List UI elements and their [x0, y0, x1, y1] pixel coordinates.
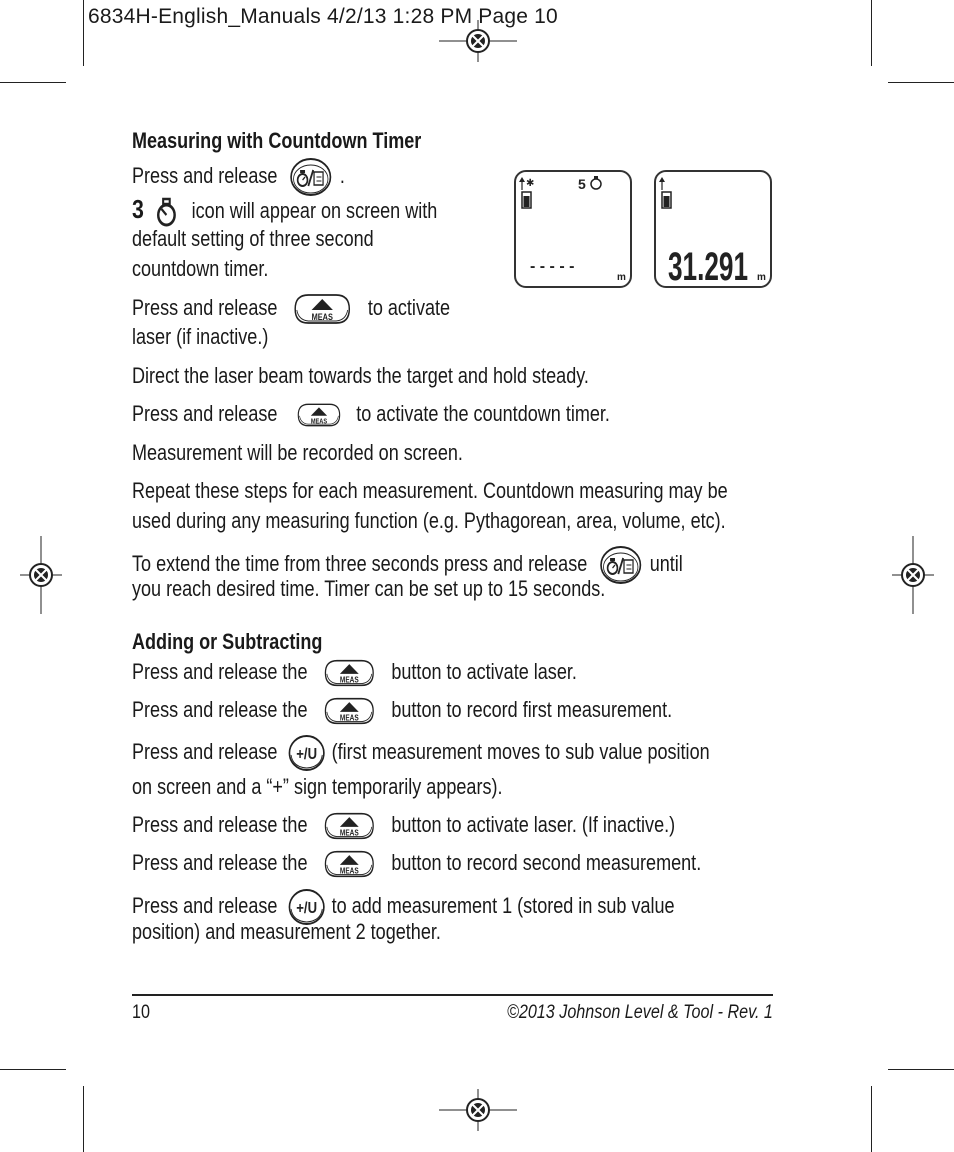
text-line: Measurement will be recorded on screen.	[132, 440, 463, 465]
text-line	[132, 657, 577, 688]
text-line: default setting of three second	[132, 226, 374, 251]
crop-mark-bottom-right-v	[871, 1086, 872, 1152]
text-segment: To extend the time from three seconds press and release	[132, 550, 588, 576]
print-slug: 6834H-English_Manuals 4/2/13 1:28 PM Page 10	[88, 5, 558, 28]
text-segment: Press and release	[132, 294, 278, 320]
text-line	[132, 695, 672, 726]
crop-mark-top-right-h	[888, 82, 954, 83]
text-line: laser (if inactive.)	[132, 324, 269, 349]
registration-mark-left	[20, 536, 62, 614]
text-segment: button to activate laser.	[391, 659, 577, 684]
text-line	[132, 292, 450, 326]
crop-mark-bottom-right-h	[888, 1069, 954, 1070]
lcd-reading: 31.291	[668, 245, 748, 286]
text-line: on screen and a “+” sign temporarily appears).	[132, 774, 503, 799]
text-line: countdown timer.	[132, 256, 269, 281]
text-line	[132, 848, 701, 879]
meas-button-icon	[321, 696, 378, 726]
svg-text:✱: ✱	[526, 178, 535, 189]
heading-adding-subtracting: Adding or Subtracting	[132, 629, 323, 654]
text-segment: Press and release	[132, 892, 278, 918]
registration-mark-right	[892, 536, 934, 614]
stopwatch-icon	[155, 197, 176, 227]
text-line: Repeat these steps for each measurement. Countdown measuring may be	[132, 478, 728, 503]
crop-mark-bottom-left-v	[83, 1086, 84, 1152]
crop-mark-top-right-v	[871, 0, 872, 66]
text-line	[132, 399, 610, 429]
meas-button-icon	[289, 402, 350, 428]
lcd-unit: m	[617, 272, 626, 283]
timer-button-icon	[289, 156, 333, 198]
lcd-graphics	[656, 172, 770, 286]
text-line: Direct the laser beam towards the target and hold steady.	[132, 363, 589, 388]
footer-divider	[132, 994, 773, 996]
text-segment: until	[649, 550, 683, 576]
text-line	[132, 194, 437, 227]
text-segment: Press and release	[132, 401, 278, 426]
text-segment: Press and release the	[132, 812, 308, 837]
text-segment: icon will appear on screen with	[191, 198, 438, 223]
text-segment: button to activate laser. (If inactive.)	[391, 812, 676, 837]
text-line	[132, 733, 710, 773]
lcd-display-reading	[654, 170, 772, 288]
crop-mark-bottom-left-h	[0, 1069, 66, 1070]
text-segment: button to record second measurement.	[391, 850, 702, 875]
text-segment: Press and release the	[132, 697, 308, 722]
meas-button-icon	[291, 292, 355, 326]
text-segment: .	[339, 162, 345, 188]
registration-mark-bottom	[439, 1089, 517, 1131]
page-number: 10	[132, 1002, 150, 1023]
meas-button-icon	[321, 811, 378, 841]
copyright: ©2013 Johnson Level & Tool - Rev. 1	[507, 1002, 773, 1023]
lcd-timer-value: 5	[578, 176, 586, 192]
crop-mark-top-left-h	[0, 82, 66, 83]
text-segment: Press and release	[132, 738, 278, 764]
heading-countdown-timer: Measuring with Countdown Timer	[132, 128, 422, 153]
lcd-display-timer	[514, 170, 632, 288]
meas-button-icon	[321, 658, 378, 688]
text-segment: to add measurement 1 (stored in sub value	[331, 892, 675, 918]
text-line: used during any measuring function (e.g. Pythagorean, area, volume, etc).	[132, 508, 726, 533]
crop-mark-top-left-v	[83, 0, 84, 66]
lcd-dashes: - - - - -	[530, 258, 575, 275]
text-segment: Press and release	[132, 162, 278, 188]
timer-button-icon	[599, 544, 643, 586]
text-segment: to activate the countdown timer.	[356, 401, 610, 426]
meas-button-icon	[321, 849, 378, 879]
registration-mark-top	[439, 20, 517, 62]
text-segment: (first measurement moves to sub value position	[331, 738, 710, 764]
text-segment: button to record first measurement.	[391, 697, 673, 722]
text-line: you reach desired time. Timer can be set up to 15 seconds.	[132, 576, 606, 601]
text-segment: to activate	[367, 294, 451, 320]
lcd-graphics	[516, 172, 630, 286]
text-segment: Press and release the	[132, 659, 308, 684]
timer-digit: 3	[132, 194, 144, 224]
text-line	[132, 810, 675, 841]
text-line: position) and measurement 2 together.	[132, 919, 441, 944]
lcd-unit: m	[757, 272, 766, 283]
text-line	[132, 156, 345, 198]
text-segment: Press and release the	[132, 850, 308, 875]
plus-minus-button-icon	[287, 733, 326, 773]
